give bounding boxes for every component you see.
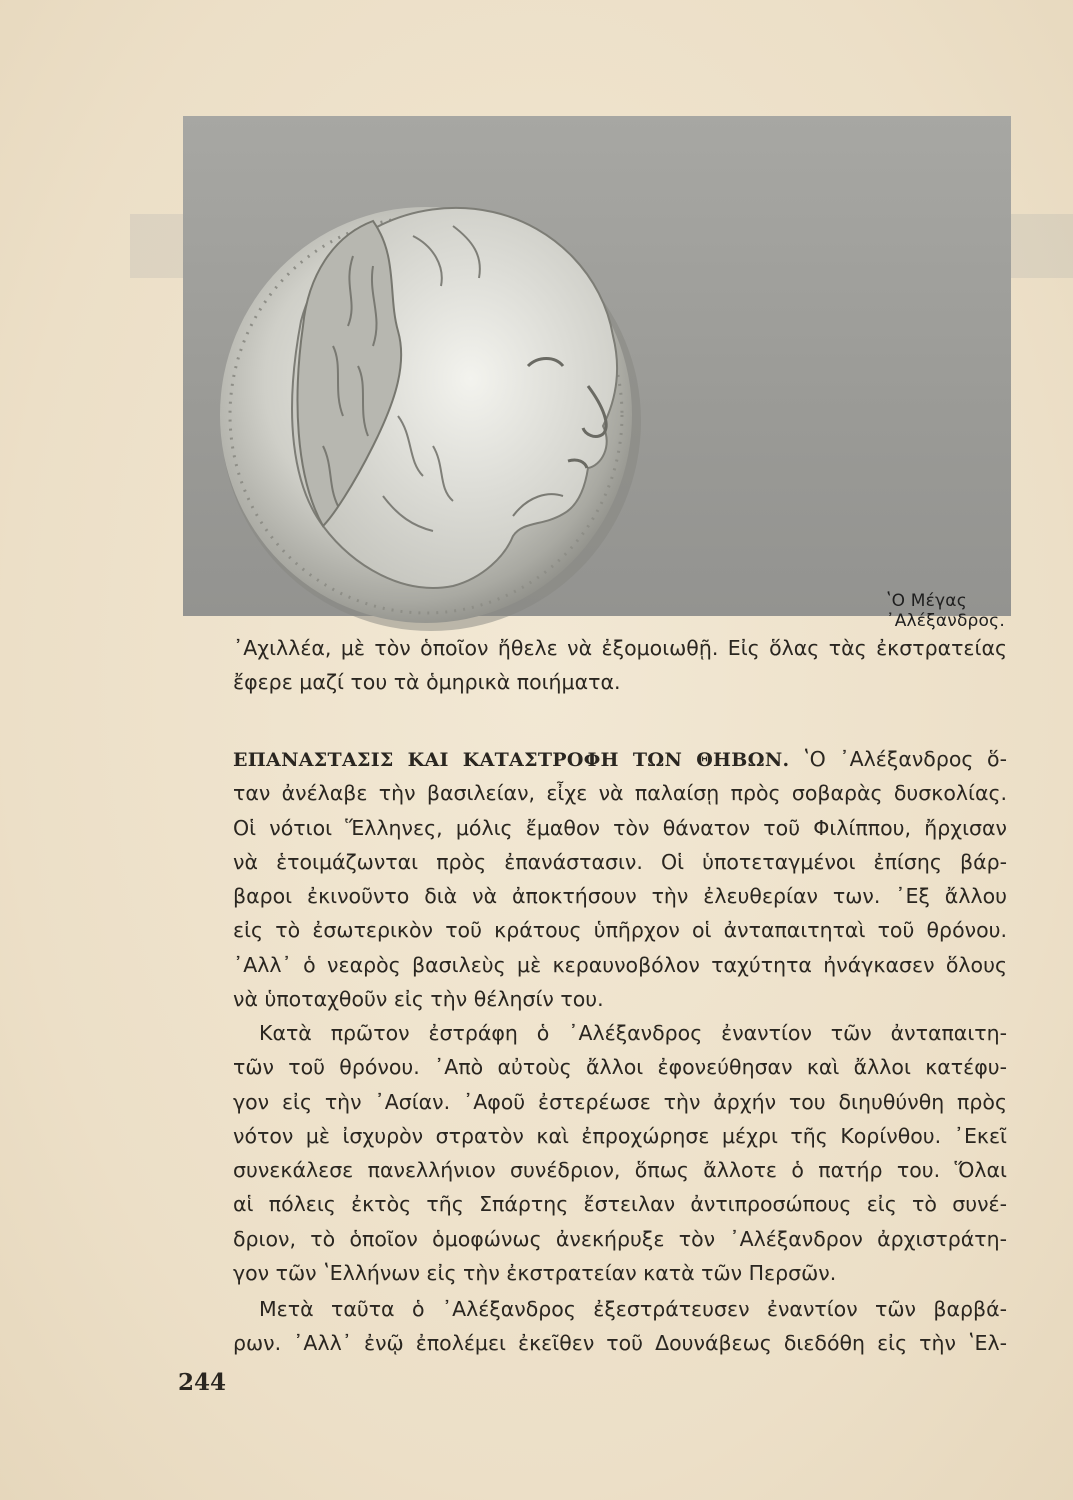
text-line: νὰ ὑποταχθοῦν εἰς τὴν θέλησίν του. [233, 987, 604, 1012]
text-line: Οἱ νότιοι Ἕλληνες, μόλις ἔμαθον τὸν θάνατον τοῦ Φιλίππου, ἤρχισαν [233, 815, 1007, 840]
text-line: ρων. ᾿Αλλ᾿ ἐνῷ ἐπολέμει ἐκεῖθεν τοῦ Δουνάβεως διεδόθη εἰς τὴν ʽΕλ- [233, 1331, 1007, 1356]
heading-line-rest: ʽΟ ᾿Αλέξανδρος ὅ- [803, 747, 1007, 771]
text-line: ᾿Αχιλλέα, μὲ τὸν ὁποῖον ἤθελε νὰ ἐξομοιωθῇ. Εἰς ὅλας τὰς ἐκστρατείας [233, 636, 1007, 660]
text-line: εἰς τὸ ἐσωτερικὸν τοῦ κράτους ὑπῆρχον οἱ ἀνταπαιτηταὶ τοῦ θρόνου. [233, 918, 1007, 943]
text-line: γον εἰς τὴν ᾿Ασίαν. ᾿Αφοῦ ἐστερέωσε τὴν ἀρχήν του διηυθύνθη πρὸς [233, 1089, 1007, 1114]
alexander-coin-image [183, 116, 1011, 616]
heading-line [233, 742, 1007, 776]
text-line: ἔφερε μαζί του τὰ ὁμηρικὰ ποιήματα. [233, 670, 621, 695]
intro-paragraph [233, 631, 1007, 700]
text-line: δριον, τὸ ὁποῖον ὁμοφώνως ἀνεκήρυξε τὸν ᾿Αλέξανδρον ἀρχιστράτη- [233, 1226, 1007, 1251]
section-paragraph-3 [233, 1292, 1007, 1361]
text-line: Κατὰ πρῶτον ἐστράφη ὁ ᾿Αλέξανδρος ἐναντίον τῶν ἀνταπαιτη- [259, 1021, 1007, 1045]
coin-photograph [183, 116, 1011, 631]
figure-caption: ʽΟ Μέγας ᾿Αλέξανδρος. [886, 591, 1005, 631]
section-heading: ΕΠΑΝΑΣΤΑΣΙΣ ΚΑΙ ΚΑΤΑΣΤΡΟΦΗ ΤΩΝ ΘΗΒΩΝ. [233, 749, 790, 771]
text-line: Μετὰ ταῦτα ὁ ᾿Αλέξανδρος ἐξεστράτευσεν ἐναντίον τῶν βαρβά- [259, 1297, 1007, 1321]
section-paragraph-1 [233, 742, 1007, 1016]
text-line: ᾿Αλλ᾿ ὁ νεαρὸς βασιλεὺς μὲ κεραυνοβόλον ταχύτητα ἠνάγκασεν ὅλους [233, 952, 1007, 977]
text-line: συνεκάλεσε πανελλήνιον συνέδριον, ὅπως ἄλλοτε ὁ πατήρ του. Ὅλαι [233, 1158, 1007, 1183]
text-line: νὰ ἑτοιμάζωνται πρὸς ἐπανάστασιν. Οἱ ὑποτεταγμένοι ἐπίσης βάρ- [233, 849, 1007, 874]
text-line: νότον μὲ ἰσχυρὸν στρατὸν καὶ ἐπροχώρησε μέχρι τῆς Κορίνθου. ᾿Εκεῖ [233, 1123, 1007, 1148]
text-line: τῶν τοῦ θρόνου. ᾿Απὸ αὐτοὺς ἄλλοι ἐφονεύθησαν καὶ ἄλλοι κατέφυ- [233, 1055, 1007, 1080]
page-number: 244 [178, 1369, 227, 1396]
section-paragraph-2 [233, 1016, 1007, 1290]
text-line: αἱ πόλεις ἐκτὸς τῆς Σπάρτης ἔστειλαν ἀντιπροσώπους εἰς τὸ συνέ- [233, 1192, 1007, 1217]
text-line: γον τῶν ʽΕλλήνων εἰς τὴν ἐκστρατείαν κατὰ τῶν Περσῶν. [233, 1261, 837, 1286]
text-line: ταν ἀνέλαβε τὴν βασιλείαν, εἶχε νὰ παλαίσῃ πρὸς σοβαρὰς δυσκολίας. [233, 781, 1007, 806]
text-line: βαροι ἐκινοῦντο διὰ νὰ ἀποκτήσουν τὴν ἐλευθερίαν των. ᾿Εξ ἄλλου [233, 884, 1007, 909]
